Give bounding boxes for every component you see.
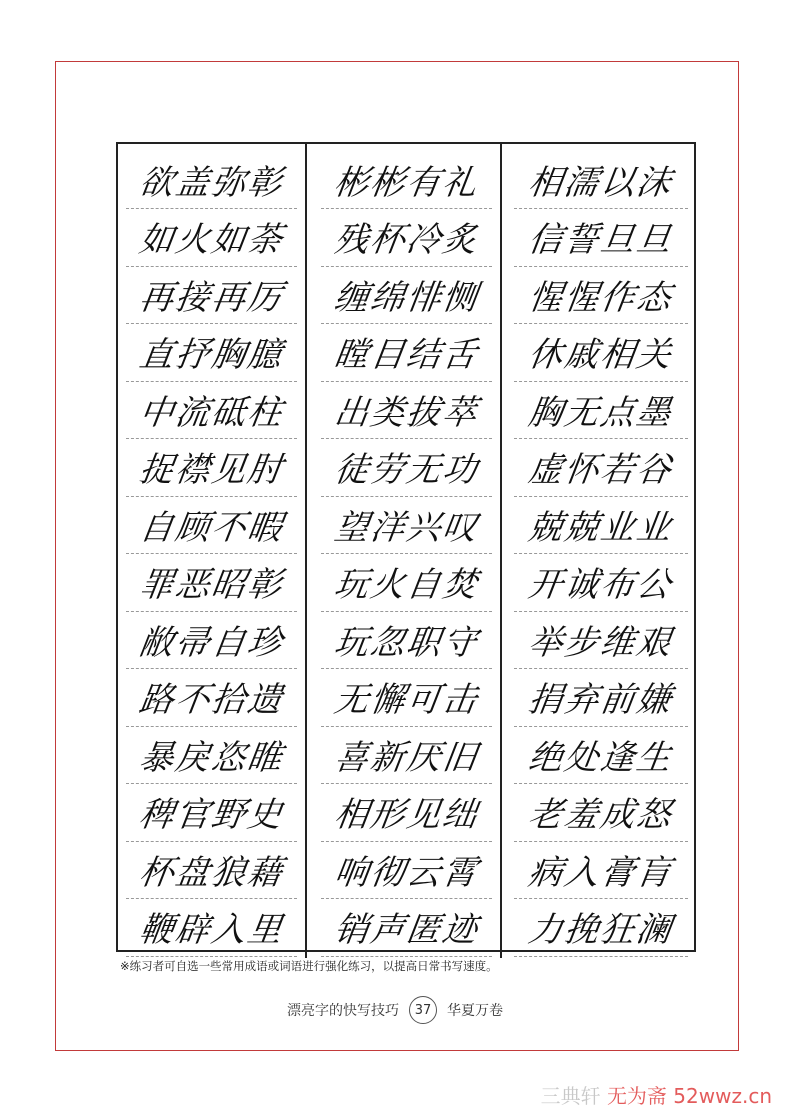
idiom-text: 捉襟见肘	[136, 450, 286, 490]
idiom-cell	[126, 725, 297, 784]
idiom-cell	[126, 208, 297, 267]
idiom-cell	[514, 323, 688, 382]
idiom-text: 如火如荼	[136, 220, 286, 260]
idiom-cell	[126, 323, 297, 382]
idiom-text: 鞭辟入里	[136, 910, 286, 950]
idiom-text: 销声匿迹	[331, 910, 481, 950]
idiom-cell	[126, 150, 297, 209]
idiom-text: 出类拔萃	[331, 392, 481, 433]
idiom-cell	[126, 668, 297, 727]
watermark-part1: 三典轩	[540, 1084, 601, 1108]
watermark-part3: 52wwz.cn	[673, 1084, 772, 1108]
column-3	[506, 144, 696, 958]
idiom-cell	[514, 495, 688, 554]
column-1	[118, 144, 307, 958]
idiom-cell	[514, 840, 688, 899]
idiom-cell	[321, 898, 492, 957]
idiom-text: 兢兢业业	[525, 507, 676, 548]
practice-note: ※练习者可自选一些常用成语或词语进行强化练习，以提高日常书写速度。	[120, 959, 498, 973]
idiom-cell	[321, 783, 492, 842]
idiom-cell	[126, 840, 297, 899]
idiom-cell	[321, 610, 492, 669]
idiom-text: 力挽狂澜	[525, 910, 676, 950]
idiom-text: 休戚相关	[525, 335, 676, 375]
idiom-text: 欲盖弥彰	[136, 162, 286, 203]
idiom-text: 再接再厉	[136, 277, 286, 318]
column-2	[313, 144, 502, 958]
idiom-text: 自顾不暇	[136, 507, 286, 548]
idiom-cell	[321, 553, 492, 612]
idiom-cell	[126, 898, 297, 957]
idiom-cell	[321, 208, 492, 267]
idiom-cell	[126, 380, 297, 439]
idiom-cell	[126, 610, 297, 669]
idiom-cell	[514, 553, 688, 612]
idiom-cell	[514, 380, 688, 439]
idiom-text: 瞠目结舌	[331, 335, 481, 375]
idiom-cell	[514, 783, 688, 842]
idiom-text: 胸无点墨	[525, 392, 676, 433]
idiom-text: 相形见绌	[331, 795, 481, 835]
idiom-cell	[126, 553, 297, 612]
idiom-cell	[321, 323, 492, 382]
idiom-text: 响彻云霄	[331, 852, 481, 893]
idiom-cell	[321, 438, 492, 497]
idiom-text: 无懈可击	[331, 680, 481, 720]
idiom-cell	[514, 898, 688, 957]
watermark-part2: 无为斋	[606, 1084, 667, 1108]
idiom-text: 缠绵悱恻	[331, 277, 481, 318]
idiom-text: 稗官野史	[136, 795, 286, 835]
idiom-text: 喜新厌旧	[331, 737, 481, 778]
idiom-cell	[321, 265, 492, 324]
idiom-cell	[321, 668, 492, 727]
idiom-cell	[126, 495, 297, 554]
idiom-text: 老羞成怒	[525, 795, 676, 835]
idiom-cell	[126, 783, 297, 842]
idiom-text: 虚怀若谷	[525, 450, 676, 490]
idiom-cell	[321, 150, 492, 209]
idiom-grid	[116, 142, 696, 952]
idiom-cell	[126, 265, 297, 324]
idiom-text: 罪恶昭彰	[136, 565, 286, 605]
idiom-cell	[514, 208, 688, 267]
idiom-text: 玩忽职守	[331, 622, 481, 663]
idiom-cell	[321, 840, 492, 899]
idiom-cell	[321, 495, 492, 554]
site-watermark	[541, 1080, 772, 1109]
idiom-cell	[321, 725, 492, 784]
idiom-text: 杯盘狼藉	[136, 852, 286, 893]
idiom-cell	[514, 668, 688, 727]
idiom-text: 直抒胸臆	[136, 335, 286, 375]
idiom-text: 中流砥柱	[136, 392, 286, 433]
idiom-cell	[514, 725, 688, 784]
idiom-text: 信誓旦旦	[525, 220, 676, 260]
idiom-text: 玩火自焚	[331, 565, 481, 605]
idiom-text: 残杯冷炙	[331, 220, 481, 260]
idiom-text: 绝处逢生	[525, 737, 676, 778]
publisher: 华夏万卷	[447, 1003, 503, 1019]
idiom-text: 举步维艰	[525, 622, 676, 663]
idiom-text: 相濡以沫	[525, 162, 676, 203]
idiom-text: 病入膏肓	[525, 852, 676, 893]
idiom-text: 开诚布公	[525, 565, 676, 605]
idiom-text: 路不拾遗	[136, 680, 286, 720]
idiom-cell	[514, 265, 688, 324]
idiom-cell	[126, 438, 297, 497]
idiom-cell	[514, 150, 688, 209]
idiom-text: 暴戾恣睢	[136, 737, 286, 778]
idiom-cell	[514, 610, 688, 669]
idiom-cell	[321, 380, 492, 439]
page-footer	[0, 995, 790, 1025]
idiom-text: 徒劳无功	[331, 450, 481, 490]
book-title: 漂亮字的快写技巧	[287, 1003, 399, 1019]
idiom-text: 彬彬有礼	[331, 162, 481, 203]
page-number: 37	[409, 996, 437, 1024]
idiom-text: 望洋兴叹	[331, 507, 481, 548]
idiom-text: 惺惺作态	[525, 277, 676, 318]
idiom-cell	[514, 438, 688, 497]
idiom-text: 捐弃前嫌	[525, 680, 676, 720]
idiom-text: 敝帚自珍	[136, 622, 286, 663]
